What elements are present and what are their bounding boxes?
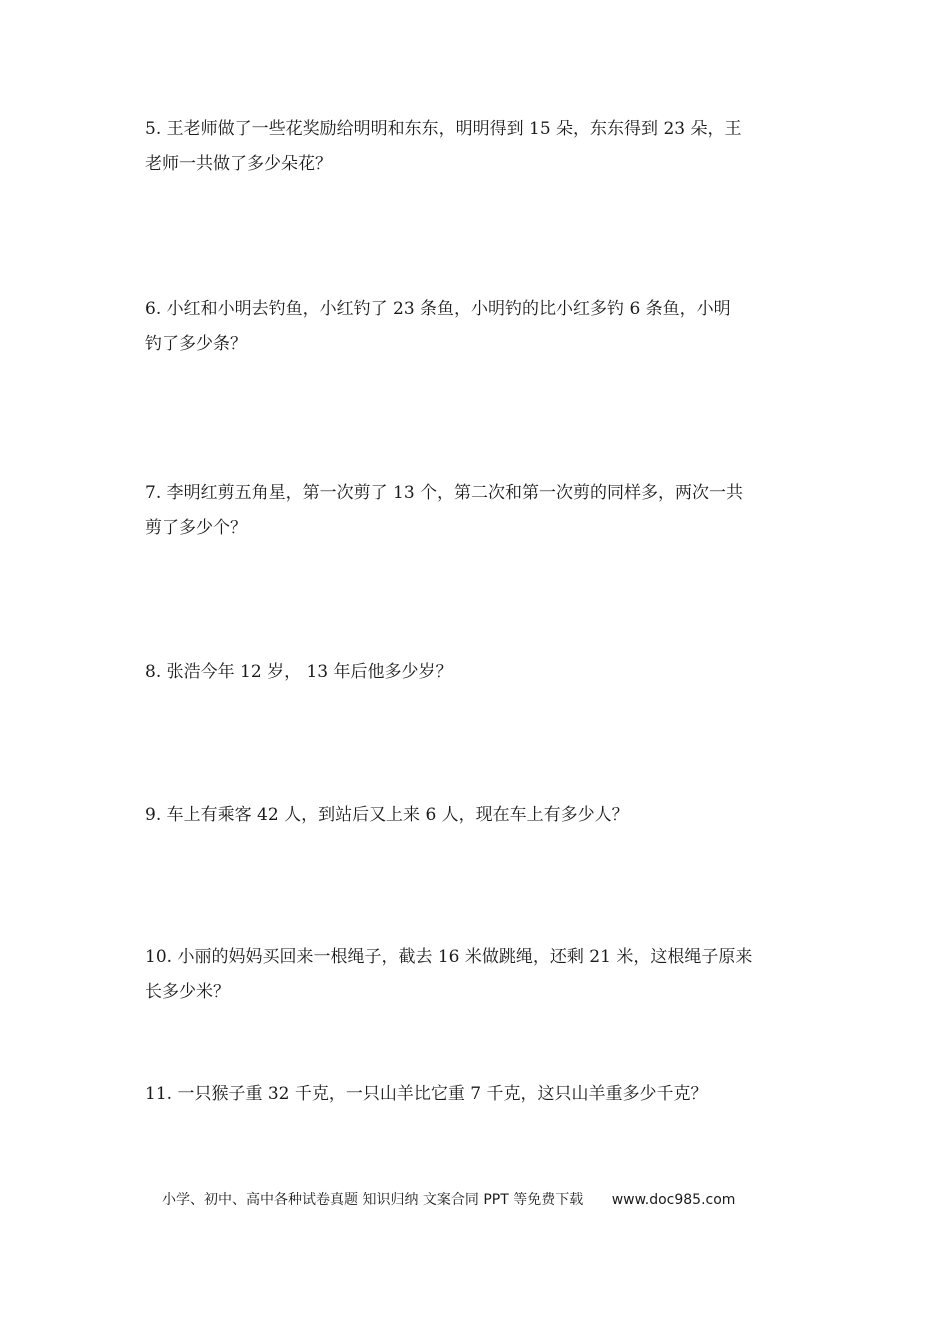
problem-line: 10. 小丽的妈妈买回来一根绳子，截去 16 米做跳绳，还剩 21 米，这根绳子原来 <box>145 947 753 967</box>
problem-11 <box>145 1077 810 1112</box>
problem-10 <box>145 940 810 1010</box>
page-footer <box>162 1188 802 1212</box>
problem-8 <box>145 655 810 690</box>
footer-text: 小学、初中、高中各种试卷真题 知识归纳 文案合同 PPT 等免费下载 <box>162 1192 584 1208</box>
problem-9 <box>145 798 810 833</box>
problem-line: 剪了多少个？ <box>145 518 247 538</box>
problem-5 <box>145 112 810 182</box>
problem-line: 5. 王老师做了一些花奖励给明明和东东，明明得到 15 朵，东东得到 23 朵，王 <box>145 119 742 139</box>
problem-line: 11. 一只猴子重 32 千克，一只山羊比它重 7 千克，这只山羊重多少千克？ <box>145 1084 708 1104</box>
problem-line: 8. 张浩今年 12 岁， 13 年后他多少岁？ <box>145 662 453 682</box>
footer-url-link[interactable]: www.doc985.com <box>611 1192 736 1208</box>
problem-line: 7. 李明红剪五角星，第一次剪了 13 个，第二次和第一次剪的同样多，两次一共 <box>145 483 744 503</box>
problem-line: 6. 小红和小明去钓鱼，小红钓了 23 条鱼，小明钓的比小红多钓 6 条鱼，小明 <box>145 299 731 319</box>
problem-line: 钓了多少条？ <box>145 334 247 354</box>
problem-line: 老师一共做了多少朵花？ <box>145 154 332 174</box>
problem-7 <box>145 476 810 546</box>
problem-line: 9. 车上有乘客 42 人，到站后又上来 6 人，现在车上有多少人？ <box>145 805 629 825</box>
problem-6 <box>145 292 810 362</box>
problem-line: 长多少米？ <box>145 982 230 1002</box>
